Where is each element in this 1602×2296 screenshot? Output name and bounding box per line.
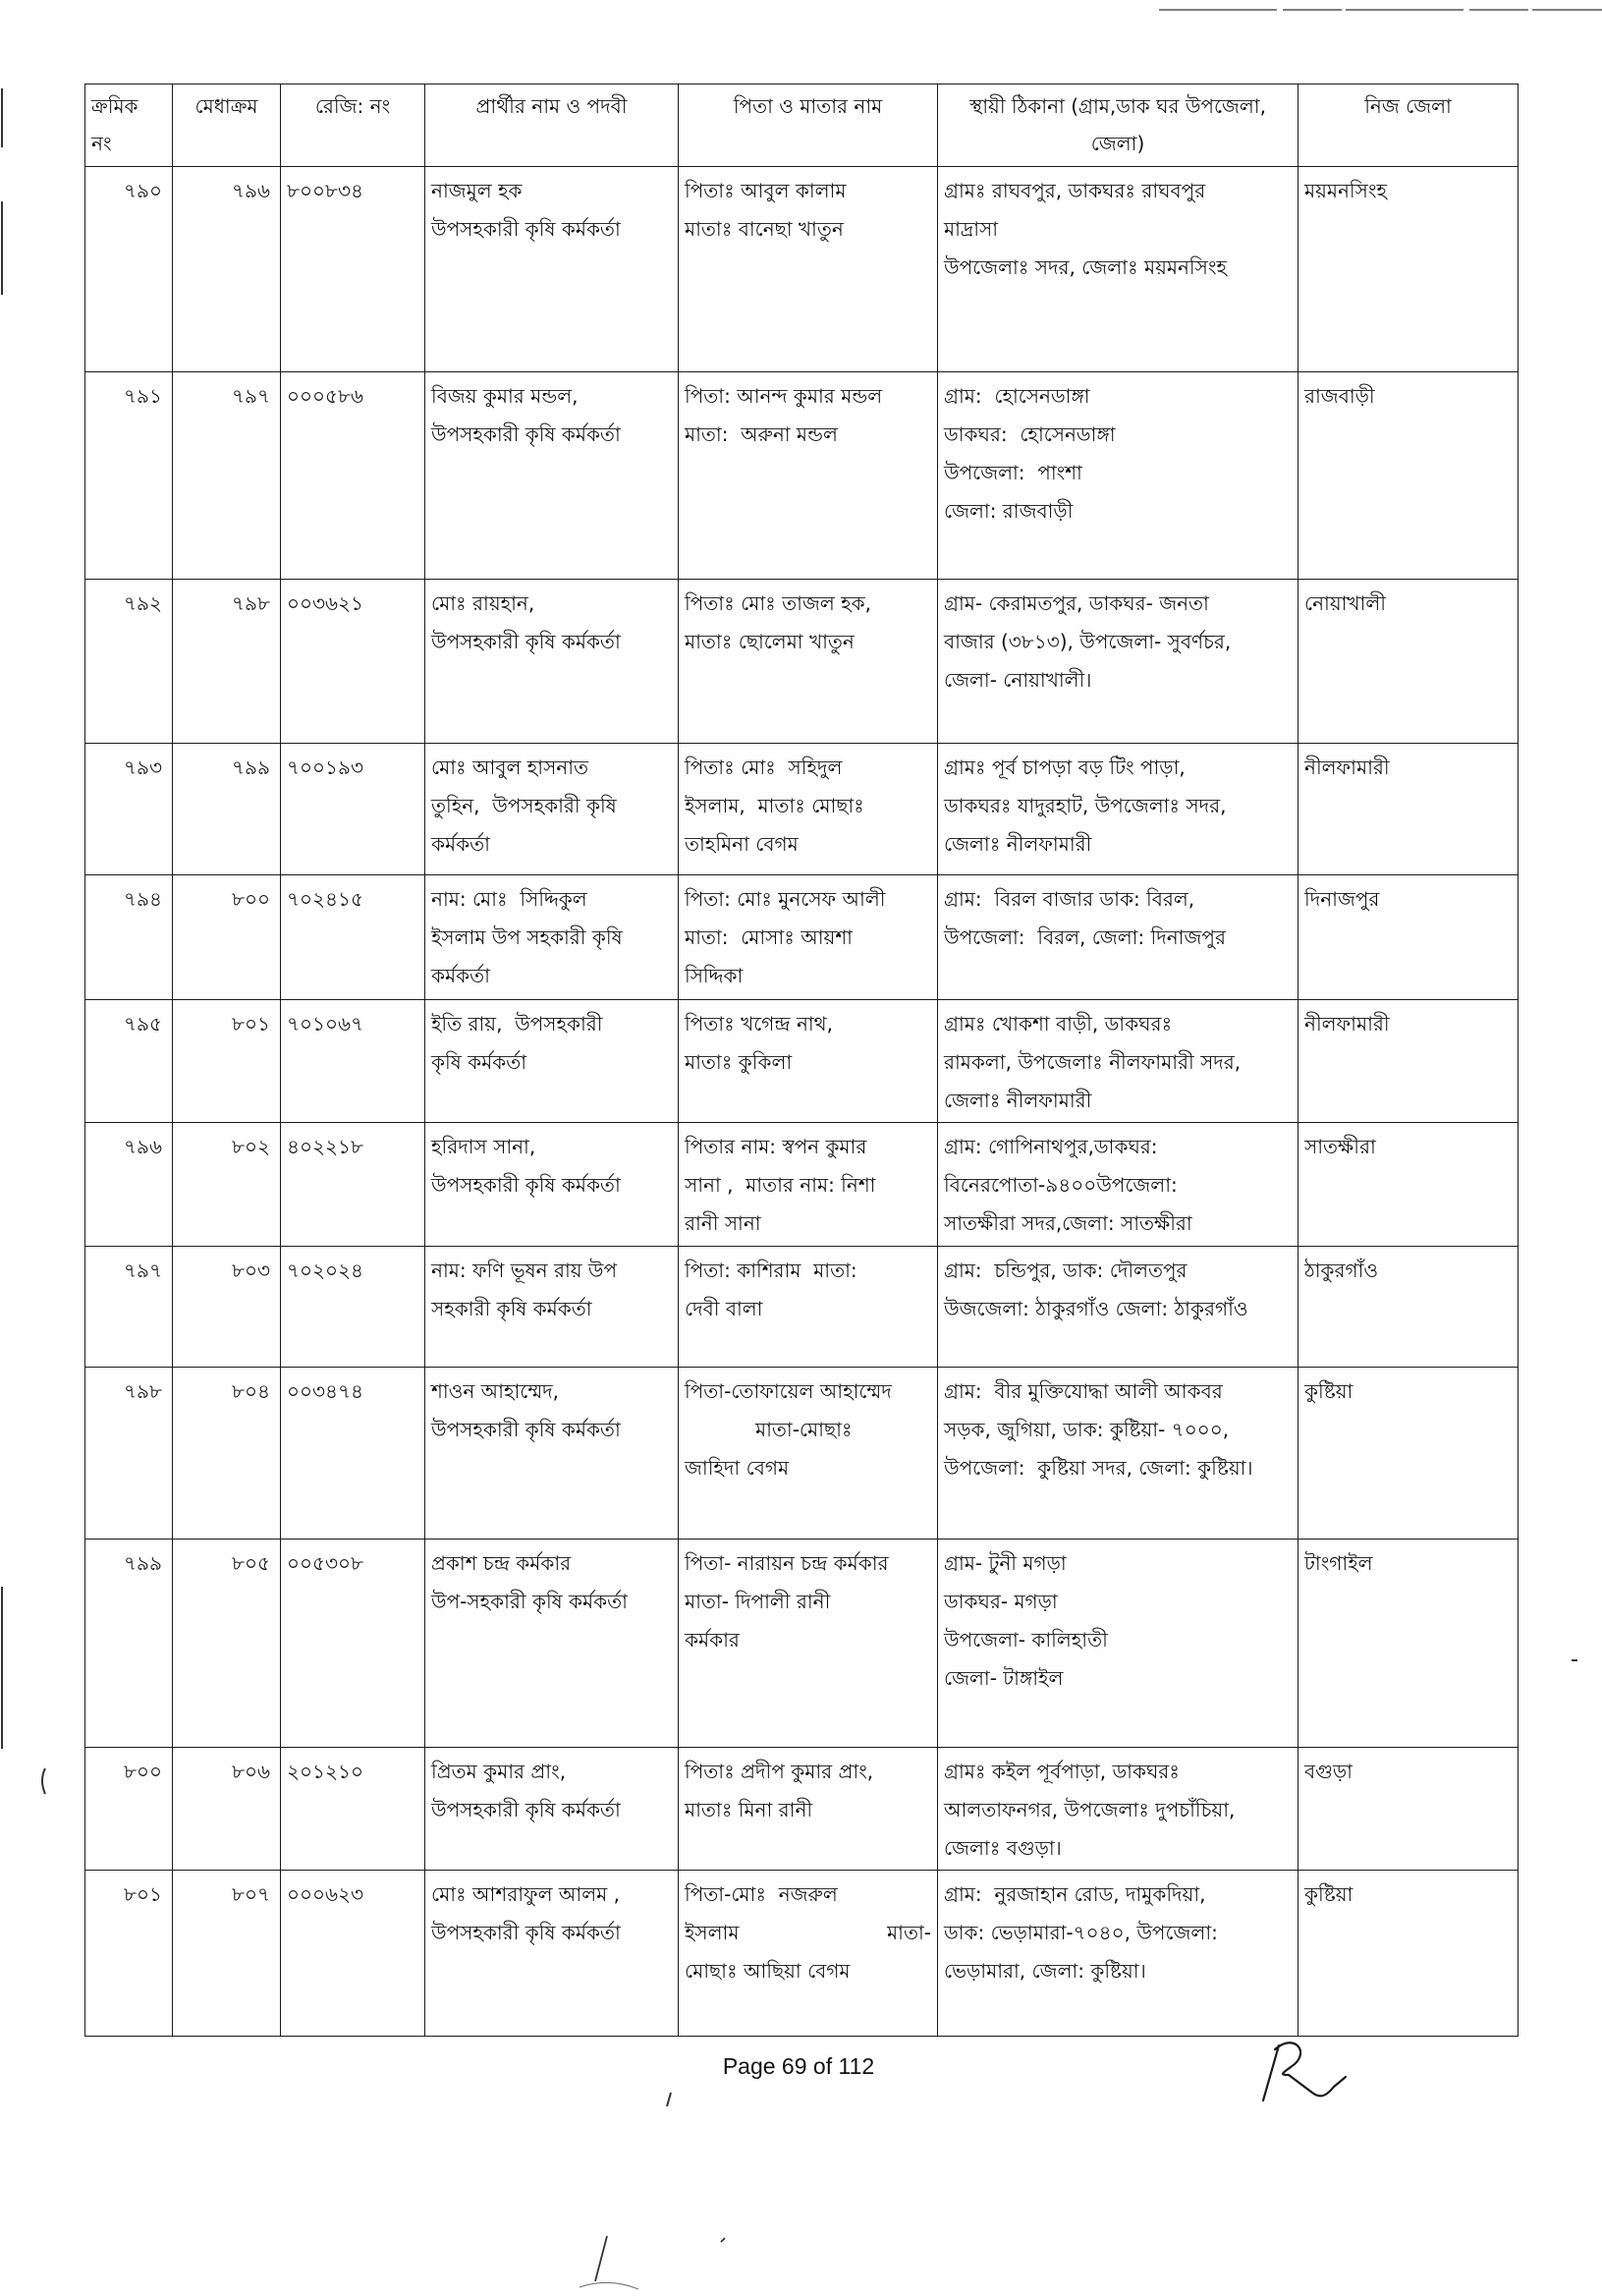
- cell-reg-no: [281, 1123, 425, 1247]
- cell-permanent-address: [938, 744, 1298, 875]
- merit-rank-text: ৮০০: [232, 887, 270, 911]
- cell-permanent-address: [938, 1540, 1298, 1748]
- cell-candidate-name-designation: [425, 1540, 679, 1748]
- serial-no-text: ৮০১: [124, 1882, 162, 1906]
- home-district-text: নীলফামারী: [1304, 1012, 1390, 1036]
- candidate-name-designation-text: উপসহকারী কৃষি কর্মকর্তা: [431, 630, 621, 653]
- permanent-address-text: গ্রাম: চন্ডিপুর, ডাক: দৌলতপুর: [944, 1259, 1188, 1282]
- candidate-name-designation-text: উপসহকারী কৃষি কর্মকর্তা: [431, 1173, 621, 1197]
- home-district-text: কুষ্টিয়া: [1304, 1882, 1353, 1906]
- table-row: [85, 1000, 1519, 1123]
- permanent-address-text: জেলাঃ বগুড়া।: [944, 1836, 1062, 1860]
- parents-name-text: মাতাঃ মিনা রানী: [685, 1798, 813, 1821]
- cell-candidate-name-designation: [425, 1000, 679, 1123]
- serial-no-text: ৭৯৭: [124, 1259, 162, 1282]
- cell-parents-name: [679, 580, 938, 744]
- candidate-name-designation-text: হরিদাস সানা,: [431, 1135, 536, 1158]
- parents-name-text: পিতা- নারায়ন চন্দ্র কর্মকার: [685, 1551, 889, 1575]
- candidate-name-designation-text: মোঃ আশরাফুল আলম ,: [431, 1882, 620, 1906]
- candidate-list-table: [84, 84, 1519, 2037]
- cell-candidate-name-designation: [425, 1748, 679, 1871]
- cell-permanent-address: [938, 1000, 1298, 1123]
- cell-home-district: [1298, 1368, 1519, 1540]
- permanent-address-text: উপজেলা- কালিহাতী: [944, 1628, 1108, 1652]
- parents-name-text: পিতাঃ খগেন্দ্র নাথ,: [685, 1012, 833, 1036]
- cell-permanent-address: [938, 580, 1298, 744]
- header-row: [85, 84, 1519, 167]
- header-text: মেধাক্রম: [194, 94, 258, 118]
- cell-reg-no: [281, 1368, 425, 1540]
- cell-home-district: [1298, 580, 1519, 744]
- cell-parents-name: [679, 1540, 938, 1748]
- cell-serial-no: [85, 372, 173, 580]
- permanent-address-text: গ্রামঃ কইল পূর্বপাড়া, ডাকঘরঃ: [944, 1760, 1180, 1783]
- cell-serial-no: [85, 1000, 173, 1123]
- serial-no-text: ৭৯২: [124, 591, 162, 615]
- cell-candidate-name-designation: [425, 1123, 679, 1247]
- permanent-address-text: সাতক্ষীরা সদর,জেলা: সাতক্ষীরা: [944, 1211, 1192, 1235]
- cell-parents-name: [679, 1871, 938, 2037]
- cell-serial-no: [85, 1123, 173, 1247]
- candidate-name-designation-text: কৃষি কর্মকর্তা: [431, 1050, 526, 1074]
- cell-permanent-address: [938, 1368, 1298, 1540]
- cell-merit-rank: [173, 1123, 281, 1247]
- cell-permanent-address: [938, 1748, 1298, 1871]
- cell-candidate-name-designation: [425, 744, 679, 875]
- reg-no-text: ২০১২১০: [287, 1760, 363, 1783]
- serial-no-text: ৭৯০: [124, 179, 162, 202]
- candidate-name-designation-text: মোঃ রায়হান,: [431, 591, 535, 615]
- parents-name-text: মাতা: মোসাঃ আয়শা: [685, 925, 853, 949]
- parents-name-text: তাহমিনা বেগম: [685, 832, 799, 856]
- cell-parents-name: [679, 167, 938, 372]
- reg-no-text: ৭০২৪১৫: [287, 887, 363, 911]
- header-home-district: [1298, 84, 1519, 167]
- parents-name-text: মাতাঃ বানেছা খাতুন: [685, 217, 844, 241]
- merit-rank-text: ৭৯৬: [232, 179, 270, 202]
- parents-name-text: মাতা: অরুনা মন্ডল: [685, 422, 838, 446]
- cell-merit-rank: [173, 1000, 281, 1123]
- candidate-name-designation-text: নাজমুল হক: [431, 179, 523, 202]
- header-candidate-name-designation: [425, 84, 679, 167]
- signature: [1263, 2043, 1346, 2100]
- serial-no-text: ৭৯৩: [124, 756, 162, 779]
- candidate-name-designation-text: উপসহকারী কৃষি কর্মকর্তা: [431, 1418, 621, 1441]
- candidate-name-designation-text: উপসহকারী কৃষি কর্মকর্তা: [431, 1798, 621, 1821]
- merit-rank-text: ৮০৫: [232, 1551, 270, 1575]
- parents-name-text: সানা , মাতার নাম: নিশা: [685, 1173, 876, 1197]
- parents-name-text: ইসলাম মাতা-: [685, 1921, 931, 1944]
- parents-name-text: সিদ্দিকা: [685, 964, 744, 987]
- table-row: [85, 875, 1519, 1000]
- permanent-address-text: উজজেলা: ঠাকুরগাঁও জেলা: ঠাকুরগাঁও: [944, 1297, 1248, 1320]
- reg-no-text: ৭০০১৯৩: [287, 756, 363, 779]
- candidate-name-designation-text: মোঃ আবুল হাসনাত: [431, 756, 589, 779]
- cell-parents-name: [679, 1000, 938, 1123]
- cell-merit-rank: [173, 1871, 281, 2037]
- permanent-address-text: জেলা: রাজবাড়ী: [944, 499, 1074, 523]
- candidate-name-designation-text: উপ-সহকারী কৃষি কর্মকর্তা: [431, 1590, 628, 1613]
- reg-no-text: ৮০০৮৩৪: [287, 179, 363, 202]
- scan-artifact: [580, 2282, 638, 2289]
- header-text: নিজ জেলা: [1364, 94, 1452, 118]
- cell-serial-no: [85, 1871, 173, 2037]
- parents-name-text: ইসলাম, মাতাঃ মোছাঃ: [685, 794, 864, 817]
- cell-parents-name: [679, 372, 938, 580]
- parents-name-text: দেবী বালা: [685, 1297, 763, 1320]
- table-row: [85, 1123, 1519, 1247]
- serial-no-text: ৭৯৫: [124, 1012, 162, 1036]
- cell-candidate-name-designation: [425, 1871, 679, 2037]
- cell-reg-no: [281, 1540, 425, 1748]
- cell-reg-no: [281, 875, 425, 1000]
- cell-reg-no: [281, 1247, 425, 1368]
- cell-merit-rank: [173, 1540, 281, 1748]
- cell-merit-rank: [173, 744, 281, 875]
- scan-artifact: [667, 2093, 671, 2106]
- parents-name-text: পিতা: মোঃ মুনসেফ আলী: [685, 887, 886, 911]
- cell-home-district: [1298, 875, 1519, 1000]
- cell-merit-rank: [173, 1247, 281, 1368]
- cell-home-district: [1298, 1871, 1519, 2037]
- table-row: [85, 372, 1519, 580]
- permanent-address-text: ডাকঘর- মগড়া: [944, 1590, 1058, 1613]
- parents-name-text: পিতাঃ মোঃ সহিদুল: [685, 756, 843, 779]
- header-text: জেলা): [1090, 132, 1145, 155]
- parents-name-text: পিতাঃ প্রদীপ কুমার প্রাং,: [685, 1760, 874, 1783]
- candidate-name-designation-text: নাম: ফণি ভূষন রায় উপ: [431, 1259, 618, 1282]
- cell-home-district: [1298, 1540, 1519, 1748]
- merit-rank-text: ৭৯৯: [232, 756, 270, 779]
- permanent-address-text: জেলাঃ নীলফামারী: [944, 832, 1092, 856]
- cell-home-district: [1298, 167, 1519, 372]
- merit-rank-text: ৭৯৭: [232, 384, 270, 408]
- table-row: [85, 1871, 1519, 2037]
- parents-name-text: পিতা: কাশিরাম মাতা:: [685, 1259, 857, 1282]
- candidate-name-designation-text: বিজয় কুমার মন্ডল,: [431, 384, 579, 408]
- cell-serial-no: [85, 1247, 173, 1368]
- permanent-address-text: গ্রাম: বীর মুক্তিযোদ্ধা আলী আকবর: [944, 1379, 1223, 1403]
- parents-name-text: পিতার নাম: স্বপন কুমার: [685, 1135, 867, 1158]
- merit-rank-text: ৮০৭: [232, 1882, 270, 1906]
- cell-parents-name: [679, 744, 938, 875]
- cell-merit-rank: [173, 580, 281, 744]
- merit-rank-text: ৭৯৮: [232, 591, 270, 615]
- reg-no-text: ০০০৫৮৬: [287, 384, 363, 408]
- merit-rank-text: ৮০৬: [232, 1760, 270, 1783]
- permanent-address-text: রামকলা, উপজেলাঃ নীলফামারী সদর,: [944, 1050, 1242, 1074]
- permanent-address-text: উপজেলা: কুষ্টিয়া সদর, জেলা: কুষ্টিয়া।: [944, 1456, 1253, 1480]
- cell-reg-no: [281, 744, 425, 875]
- cell-serial-no: [85, 875, 173, 1000]
- candidate-name-designation-text: উপসহকারী কৃষি কর্মকর্তা: [431, 422, 621, 446]
- header-text: স্থায়ী ঠিকানা (গ্রাম,ডাক ঘর উপজেলা,: [969, 94, 1266, 118]
- table-row: [85, 1540, 1519, 1748]
- cell-merit-rank: [173, 1748, 281, 1871]
- permanent-address-text: বিনেরপোতা-৯৪০০উপজেলা:: [944, 1173, 1178, 1197]
- merit-rank-text: ৮০১: [232, 1012, 270, 1036]
- cell-merit-rank: [173, 875, 281, 1000]
- cell-serial-no: [85, 1540, 173, 1748]
- parents-name-text: কর্মকার: [685, 1628, 740, 1652]
- parents-name-text: পিতা: আনন্দ কুমার মন্ডল: [685, 384, 883, 408]
- permanent-address-text: জেলাঃ নীলফামারী: [944, 1089, 1092, 1112]
- permanent-address-text: ডাক: ভেড়ামারা-৭০৪০, উপজেলা:: [944, 1921, 1218, 1944]
- permanent-address-text: উপজেলা: বিরল, জেলা: দিনাজপুর: [944, 925, 1226, 949]
- parents-name-text: মাতা-মোছাঃ: [755, 1418, 853, 1441]
- home-district-text: নীলফামারী: [1304, 756, 1390, 779]
- cell-reg-no: [281, 580, 425, 744]
- reg-no-text: ০০৩৬২১: [287, 591, 363, 615]
- scan-artifact: [42, 1768, 45, 1794]
- cell-serial-no: [85, 1368, 173, 1540]
- cell-reg-no: [281, 1748, 425, 1871]
- reg-no-text: ৪০২২১৮: [287, 1135, 363, 1158]
- cell-home-district: [1298, 372, 1519, 580]
- candidate-name-designation-text: ইসলাম উপ সহকারী কৃষি: [431, 925, 623, 949]
- cell-home-district: [1298, 744, 1519, 875]
- cell-permanent-address: [938, 1871, 1298, 2037]
- page-number: Page 69 of 112: [722, 2053, 875, 2079]
- table-row: [85, 1748, 1519, 1871]
- cell-serial-no: [85, 580, 173, 744]
- permanent-address-text: বাজার (৩৮১৩), উপজেলা- সুবর্ণচর,: [944, 630, 1232, 653]
- cell-merit-rank: [173, 372, 281, 580]
- permanent-address-text: গ্রাম: হোসেনডাঙ্গা: [944, 384, 1090, 408]
- cell-parents-name: [679, 1247, 938, 1368]
- permanent-address-text: উপজেলাঃ সদর, জেলাঃ ময়মনসিংহ: [944, 255, 1227, 279]
- permanent-address-text: গ্রাম- টুনী মগড়া: [944, 1551, 1067, 1575]
- serial-no-text: ৮০০: [124, 1760, 162, 1783]
- header-text: পিতা ও মাতার নাম: [733, 94, 883, 118]
- parents-name-text: পিতা-তোফায়েল আহাম্মেদ: [685, 1379, 892, 1403]
- merit-rank-text: ৮০২: [232, 1135, 270, 1158]
- home-district-text: রাজবাড়ী: [1304, 384, 1375, 408]
- permanent-address-text: গ্রামঃ রাঘবপুর, ডাকঘরঃ রাঘবপুর: [944, 179, 1206, 202]
- table-row: [85, 580, 1519, 744]
- candidate-name-designation-text: উপসহকারী কৃষি কর্মকর্তা: [431, 217, 621, 241]
- cell-serial-no: [85, 744, 173, 875]
- permanent-address-text: মাদ্রাসা: [944, 217, 999, 241]
- table-row: [85, 1247, 1519, 1368]
- candidate-name-designation-text: নাম: মোঃ সিদ্দিকুল: [431, 887, 587, 911]
- permanent-address-text: জেলা- নোয়াখালী।: [944, 668, 1092, 692]
- cell-permanent-address: [938, 1123, 1298, 1247]
- reg-no-text: ০০৫৩০৮: [287, 1551, 363, 1575]
- home-district-text: নোয়াখালী: [1304, 591, 1386, 615]
- cell-candidate-name-designation: [425, 1368, 679, 1540]
- table-row: [85, 167, 1519, 372]
- cell-candidate-name-designation: [425, 1247, 679, 1368]
- parents-name-text: পিতাঃ মোঃ তাজল হক,: [685, 591, 871, 615]
- reg-no-text: ০০০৬২৩: [287, 1882, 364, 1906]
- cell-home-district: [1298, 1748, 1519, 1871]
- cell-parents-name: [679, 1368, 938, 1540]
- reg-no-text: ৭০২০২৪: [287, 1259, 363, 1282]
- cell-merit-rank: [173, 1368, 281, 1540]
- candidate-name-designation-text: প্রকাশ চন্দ্র কর্মকার: [431, 1551, 572, 1575]
- serial-no-text: ৭৯৯: [124, 1551, 162, 1575]
- candidate-name-designation-text: প্রিতম কুমার প্রাং,: [431, 1760, 567, 1783]
- header-text: প্রার্থীর নাম ও পদবী: [475, 94, 628, 118]
- serial-no-text: ৭৯৪: [124, 887, 162, 911]
- home-district-text: কুষ্টিয়া: [1304, 1379, 1353, 1403]
- candidate-name-designation-text: সহকারী কৃষি কর্মকর্তা: [431, 1297, 592, 1320]
- table-body: [85, 167, 1519, 2037]
- scan-artifact: [595, 2236, 607, 2281]
- cell-reg-no: [281, 1000, 425, 1123]
- cell-candidate-name-designation: [425, 167, 679, 372]
- cell-parents-name: [679, 1123, 938, 1247]
- candidate-name-designation-text: তুহিন, উপসহকারী কৃষি: [431, 794, 617, 817]
- parents-name-text: পিতাঃ আবুল কালাম: [685, 179, 847, 202]
- candidate-name-designation-text: কর্মকর্তা: [431, 832, 490, 856]
- serial-no-text: ৭৯৬: [124, 1135, 162, 1158]
- home-district-text: টাংগাইল: [1304, 1551, 1373, 1575]
- permanent-address-text: গ্রাম- কেরামতপুর, ডাকঘর- জনতা: [944, 591, 1209, 615]
- permanent-address-text: উপজেলা: পাংশা: [944, 461, 1082, 484]
- cell-reg-no: [281, 167, 425, 372]
- parents-name-text: মাতা- দিপালী রানী: [685, 1590, 831, 1613]
- cell-serial-no: [85, 167, 173, 372]
- permanent-address-text: গ্রাম: গোপিনাথপুর,ডাকঘর:: [944, 1135, 1158, 1158]
- header-text: ক্রমিক: [91, 94, 138, 118]
- cell-home-district: [1298, 1247, 1519, 1368]
- cell-reg-no: [281, 372, 425, 580]
- candidate-name-designation-text: উপসহকারী কৃষি কর্মকর্তা: [431, 1921, 621, 1944]
- parents-name-text: পিতা-মোঃ নজরুল: [685, 1882, 838, 1906]
- header-merit-rank: [173, 84, 281, 167]
- home-district-text: বগুড়া: [1304, 1760, 1353, 1783]
- permanent-address-text: ভেড়ামারা, জেলা: কুষ্টিয়া।: [944, 1959, 1146, 1983]
- merit-rank-text: ৮০৩: [232, 1259, 270, 1282]
- header-text: নং: [91, 132, 112, 155]
- serial-no-text: ৭৯৮: [124, 1379, 162, 1403]
- scan-artifact: [721, 2238, 725, 2242]
- candidate-name-designation-text: শাওন আহাম্মেদ,: [431, 1379, 560, 1403]
- home-district-text: সাতক্ষীরা: [1304, 1135, 1376, 1158]
- permanent-address-text: জেলা- টাঙ্গাইল: [944, 1666, 1064, 1690]
- cell-serial-no: [85, 1748, 173, 1871]
- cell-reg-no: [281, 1871, 425, 2037]
- permanent-address-text: আলতাফনগর, উপজেলাঃ দুপচাঁচিয়া,: [944, 1798, 1236, 1821]
- permanent-address-text: গ্রামঃ খোকশা বাড়ী, ডাকঘরঃ: [944, 1012, 1173, 1036]
- candidate-name-designation-text: কর্মকর্তা: [431, 964, 490, 987]
- merit-rank-text: ৮০৪: [232, 1379, 270, 1403]
- home-district-text: ময়মনসিংহ: [1304, 179, 1387, 202]
- permanent-address-text: ডাকঘরঃ যাদুরহাট, উপজেলাঃ সদর,: [944, 794, 1227, 817]
- permanent-address-text: ডাকঘর: হোসেনডাঙ্গা: [944, 422, 1116, 446]
- home-district-text: দিনাজপুর: [1304, 887, 1380, 911]
- permanent-address-text: গ্রাম: নুরজাহান রোড, দামুকদিয়া,: [944, 1882, 1206, 1906]
- cell-permanent-address: [938, 372, 1298, 580]
- cell-parents-name: [679, 875, 938, 1000]
- cell-parents-name: [679, 1748, 938, 1871]
- cell-home-district: [1298, 1123, 1519, 1247]
- reg-no-text: ৭০১০৬৭: [287, 1012, 363, 1036]
- candidate-name-designation-text: ইতি রায়, উপসহকারী: [431, 1012, 603, 1036]
- table-row: [85, 1368, 1519, 1540]
- permanent-address-text: সড়ক, জুগিয়া, ডাক: কুষ্টিয়া- ৭০০০,: [944, 1418, 1230, 1441]
- parents-name-text: রানী সানা: [685, 1211, 761, 1235]
- permanent-address-text: গ্রাম: বিরল বাজার ডাক: বিরল,: [944, 887, 1195, 911]
- cell-candidate-name-designation: [425, 875, 679, 1000]
- cell-permanent-address: [938, 875, 1298, 1000]
- cell-candidate-name-designation: [425, 580, 679, 744]
- parents-name-text: মোছাঃ আছিয়া বেগম: [685, 1959, 851, 1983]
- cell-permanent-address: [938, 1247, 1298, 1368]
- table-header: [85, 84, 1519, 167]
- header-serial-no: [85, 84, 173, 167]
- header-reg-no: [281, 84, 425, 167]
- home-district-text: ঠাকুরগাঁও: [1304, 1259, 1379, 1282]
- header-text: রেজি: নং: [314, 94, 391, 118]
- parents-name-text: মাতাঃ কুকিলা: [685, 1050, 793, 1074]
- header-permanent-address: [938, 84, 1298, 167]
- cell-merit-rank: [173, 167, 281, 372]
- parents-name-text: মাতাঃ ছোলেমা খাতুন: [685, 630, 855, 653]
- cell-candidate-name-designation: [425, 372, 679, 580]
- cell-home-district: [1298, 1000, 1519, 1123]
- header-parents-name: [679, 84, 938, 167]
- table-row: [85, 744, 1519, 875]
- reg-no-text: ০০৩৪৭৪: [287, 1379, 363, 1403]
- cell-permanent-address: [938, 167, 1298, 372]
- serial-no-text: ৭৯১: [124, 384, 162, 408]
- permanent-address-text: গ্রামঃ পূর্ব চাপড়া বড় টিং পাড়া,: [944, 756, 1186, 779]
- parents-name-text: জাহিদা বেগম: [685, 1456, 790, 1480]
